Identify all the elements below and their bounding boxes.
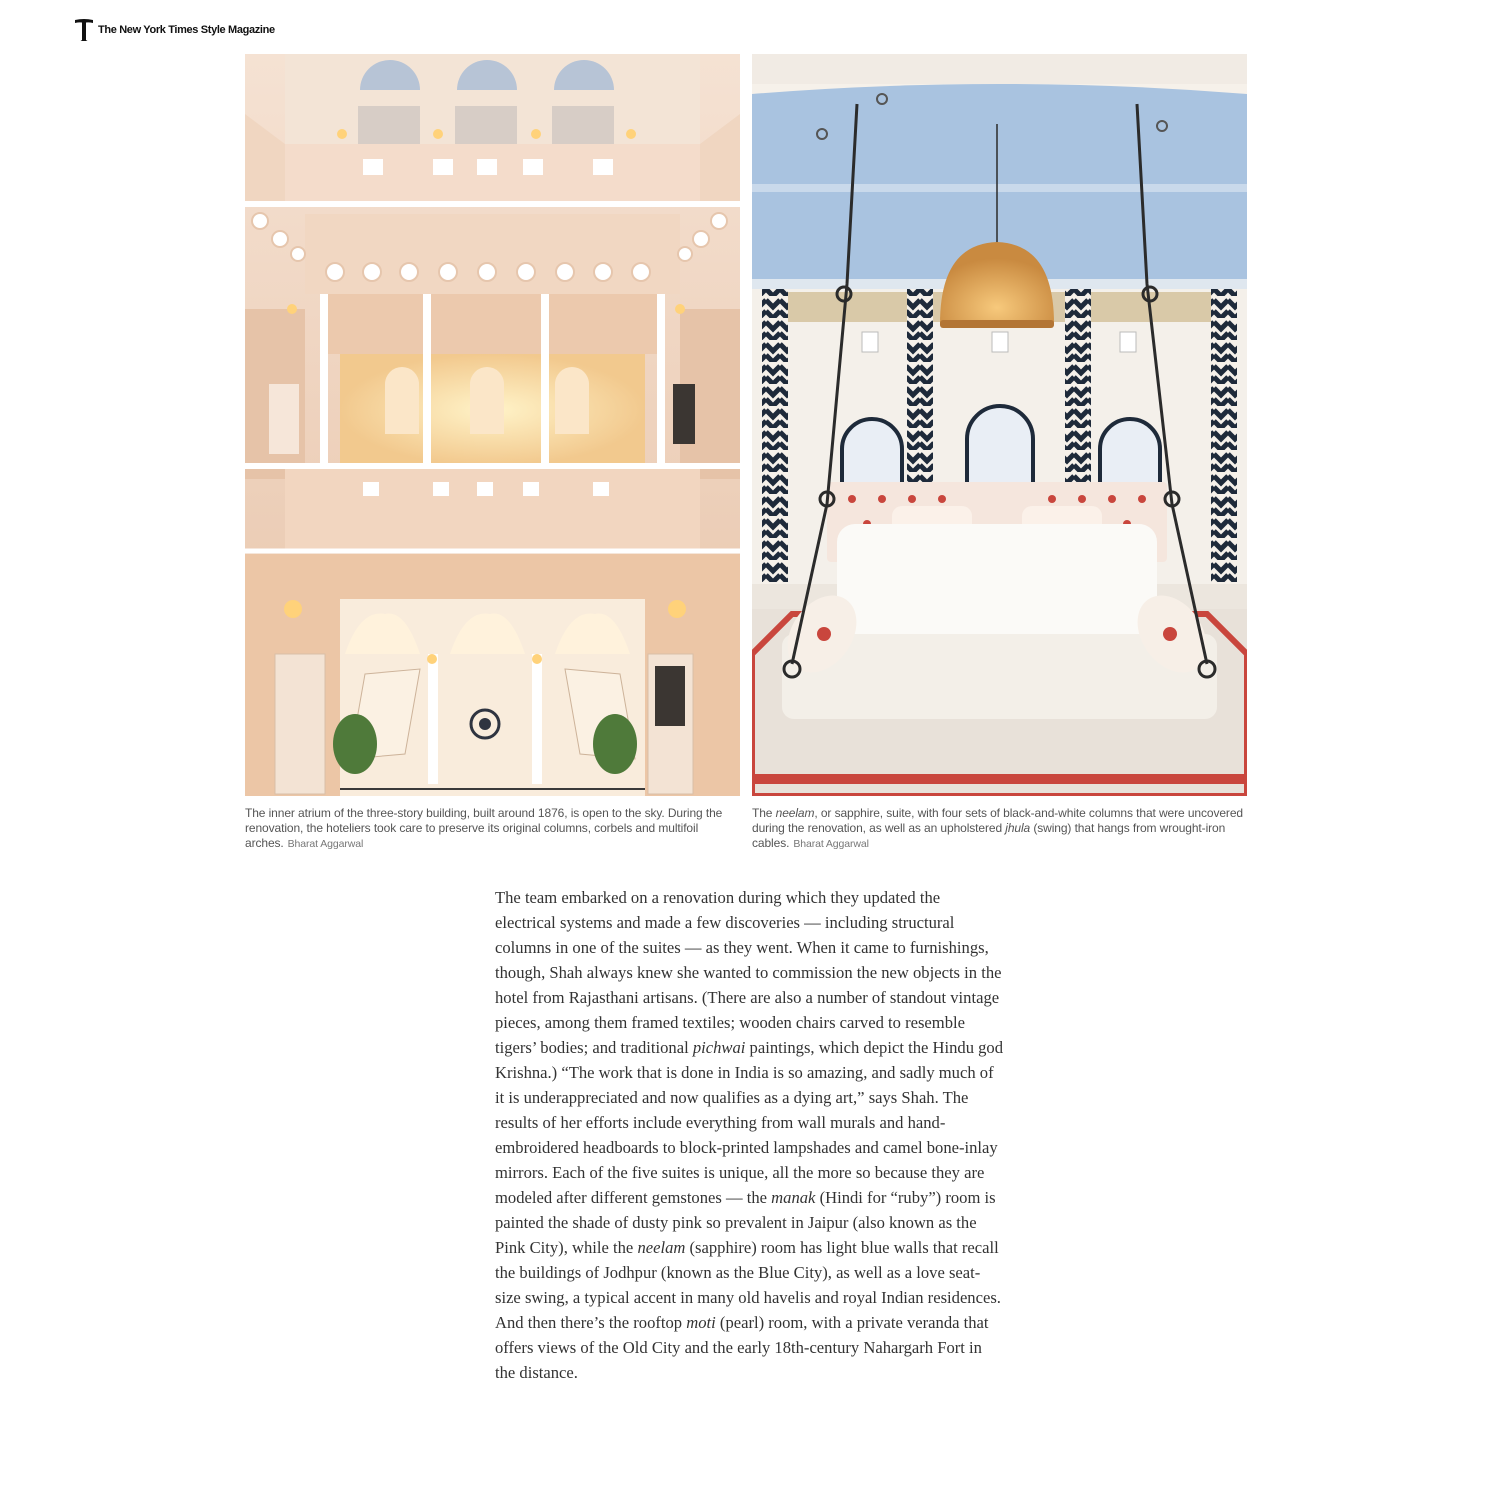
text-run: (sapphire) room has light blue walls that recall the buildings of Jodhpur (known as the Blue City), as well as a love seat-size swing, a typical accent in many old havelis and royal Indian residences. And then there’s the rooftop — [495, 1238, 1001, 1332]
text-run: The — [752, 806, 776, 820]
text-run: (swing) that hangs from wrought-iron cables. — [752, 821, 1226, 850]
text-run: , or sapphire, suite, with four sets of black-and-white columns that were uncovered during the renovation, as well as an upholstered — [752, 806, 1243, 835]
italic-term: manak — [771, 1188, 816, 1207]
figure-neelam-suite — [752, 54, 1247, 852]
italic-term: pichwai — [692, 1038, 746, 1057]
figure-atrium — [245, 54, 740, 852]
italic-term: jhula — [1005, 821, 1031, 835]
atrium-photo[interactable] — [245, 54, 740, 796]
t-magazine-logo-icon — [74, 18, 94, 42]
article-paragraph — [495, 885, 1005, 1385]
masthead-title: The New York Times Style Magazine — [98, 24, 275, 36]
atrium-caption — [245, 806, 740, 852]
text-run: paintings, which depict the Hindu god Krishna.) “The work that is done in India is so amazing, and sadly much of it is underappreciated and now qualifies as a dying art,” says Shah. The results of her efforts include everything from wall murals and hand-embroidered headboards to block-printed lampshades and camel bone-inlay mirrors. Each of the five suites is unique, all the more so because they are modeled after different gemstones — the — [495, 1038, 1004, 1207]
neelam-caption — [752, 806, 1247, 852]
photo-credit: Bharat Aggarwal — [287, 838, 364, 850]
text-run: The inner atrium of the three-story building, built around 1876, is open to the sky. During the renovation, the hoteliers took care to preserve its original columns, corbels and multifoil arches. — [245, 806, 723, 850]
neelam-suite-photo[interactable] — [752, 54, 1247, 796]
text-run: (pearl) room, with a private veranda that offers views of the Old City and the early 18th-century Nahargarh Fort in the distance. — [495, 1313, 989, 1382]
masthead-link[interactable] — [74, 17, 275, 43]
italic-term: neelam — [637, 1238, 686, 1257]
article-body — [495, 885, 1005, 1385]
text-run: The team embarked on a renovation during which they updated the electrical systems and made a few discoveries — including structural columns in one of the suites — as they went. When it came to furnishings, though, Shah always knew she wanted to commission the new objects in the hotel from Rajasthani artisans. (There are also a number of standout vintage pieces, among them framed textiles; wooden chairs carved to resemble tigers’ bodies; and traditional — [495, 888, 1002, 1057]
text-run: (Hindi for “ruby”) room is painted the shade of dusty pink so prevalent in Jaipur (also known as the Pink City), while the — [495, 1188, 996, 1257]
photo-credit: Bharat Aggarwal — [793, 838, 869, 850]
italic-term: moti — [686, 1313, 716, 1332]
italic-term: neelam — [775, 806, 815, 820]
